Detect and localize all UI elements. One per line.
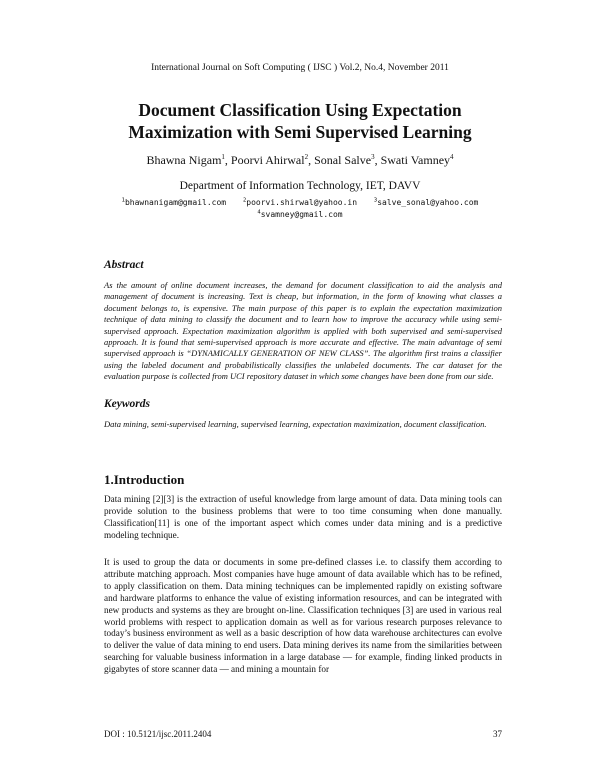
title-line-1: Document Classification Using Expectation (138, 100, 462, 120)
author: Poorvi Ahirwal$^2$, (230, 153, 315, 167)
affiliation: Department of Information Technology, IET, DAVV (179, 180, 421, 192)
abstract-text: As the amount of online document increases, the demand for document classification to aid the analysis and management of document is increasing. Text is cheap, but information, in the form of knowing what classes a document belongs to, is expensive. The main purpose of this paper is to explain the expectation maximization technique of data mining to classify the document and to learn how to improve the accuracy while using semi-supervised approach. Expectation maximization algorithm is applied with both supervised and semi-supervised approach. It is found that semi-supervised approach is more accurate and effective. The main advantage of semi supervised approach is “DYNAMICALLY GENERATION OF NEW CLASS”. The algorithm first trains a classifier using the labeled document and probabilistically classifies the unlabeled documents. The car dataset for the evaluation purpose is collected from UCI repository dataset in which some changes have been done from our side. (104, 280, 502, 382)
paper-title (60, 99, 540, 143)
keywords-text: Data mining, semi-supervised learning, supervised learning, expectation maximization, document classification. (104, 419, 487, 429)
author-emails (0, 195, 600, 220)
page-number: 37 (493, 729, 502, 739)
author: Bhawna Nigam$^1$, (146, 153, 231, 167)
introduction-paragraph-2: It is used to group the data or documents in some pre-defined classes i.e. to classify them according to attribute matching approach. Most companies have huge amount of data available which has to be refined, to apply classification on them. Data mining techniques can be implemented rapidly on existing software and hardware platforms to enhance the value of existing information resources, and can be integrated with new products and systems as they are brought on-line. Classification techniques [3] are used in various real world problems with respect to application domain as well as for various research purposes relevance to today’s business environment as well as a basic description of how data warehouse architectures can evolve to deliver the value of data mining to end users. Data mining derives its name from the similarities between searching for valuable business information in a large database — for example, finding linked products in gigabytes of store scanner data — and mining a mountain for (104, 557, 502, 675)
email-address[interactable]: $^3$salve_sonal@yahoo.com (373, 197, 479, 207)
journal-header: International Journal on Soft Computing ( IJSC ) Vol.2, No.4, November 2011 (151, 63, 449, 73)
abstract-heading: Abstract (104, 259, 144, 271)
author-list (0, 153, 600, 168)
keywords-heading: Keywords (104, 398, 150, 410)
introduction-paragraph-1: Data mining [2][3] is the extraction of useful knowledge from large amount of data. Data mining tools can provide solution to the business problems that were to too time consuming when done manually. Classification[11] is one of the important aspect which comes under data mining and is a predictive modeling technique. (104, 494, 502, 540)
email-address[interactable]: $^2$poorvi.shirwal@yahoo.in (242, 197, 358, 207)
email-address[interactable]: $^4$svamney@gmail.com (257, 209, 343, 220)
introduction-heading: 1.Introduction (104, 472, 185, 487)
title-line-2: Maximization with Semi Supervised Learning (128, 122, 472, 142)
footer-doi: DOI : 10.5121/ijsc.2011.2404 (104, 729, 212, 739)
author: Sonal Salve$^3$, (314, 153, 381, 167)
author: Swati Vamney$^4$ (380, 153, 454, 167)
email-address[interactable]: $^1$bhawnanigam@gmail.com (121, 197, 227, 207)
